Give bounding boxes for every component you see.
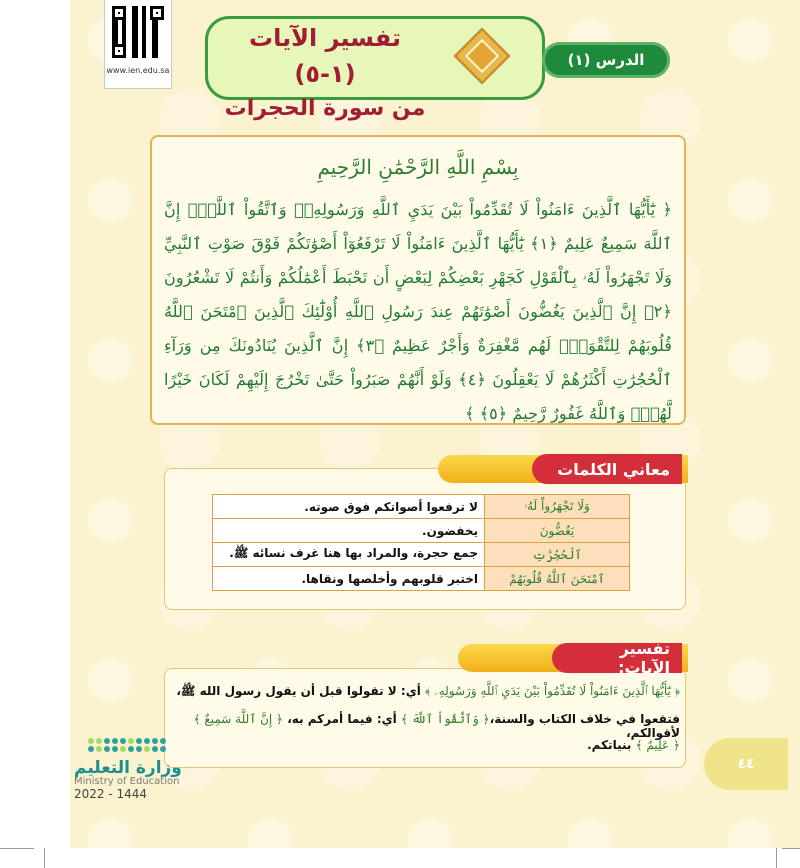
meaning-cell: جمع حجرة، والمراد بها هنا غرف نسائه ﷺ. bbox=[213, 543, 485, 567]
tafsir-text: بنياتكم. bbox=[587, 738, 636, 752]
table-row bbox=[213, 567, 630, 591]
word-meanings-table bbox=[212, 494, 630, 591]
table-row bbox=[213, 495, 630, 519]
qr-code-card[interactable] bbox=[104, 0, 172, 89]
tafsir-line-3 bbox=[172, 738, 680, 752]
lesson-badge: الدرس (١) bbox=[542, 42, 670, 78]
title-line-1: تفسير الآيات (١-٥) bbox=[248, 24, 402, 88]
tafsir-text: أي: لا تقولوا قبل أن يقول رسول الله ﷺ، bbox=[176, 684, 426, 698]
ministry-year: 2022 - 1444 bbox=[74, 787, 148, 801]
ayah-quote: ﴿ يَٰٓأَيُّهَا ٱلَّذِينَ ءَامَنُواْ لَا تُقَدِّمُواْ بَيْنَ يَدَيِ ٱللَّهِ وَرَسُولِهِۦ ﴾ bbox=[425, 684, 680, 698]
ayah-quote: ﴿ وَٱتَّقُواْ ٱللَّهَ ﴾ bbox=[400, 712, 490, 726]
ayah-quote: ﴿ إِنَّ ٱللَّهَ سَمِيعٌ ﴾ bbox=[193, 712, 284, 726]
term-cell: يَغُضُّونَ bbox=[485, 519, 630, 543]
quran-verses: ﴿ يَٰٓأَيُّهَا ٱلَّذِينَ ءَامَنُواْ لَا تُقَدِّمُواْ بَيْنَ يَدَيِ ٱللَّهِ وَرَسُولِهِۦۖ وَٱتَّقُواْ ٱللَّهَۚ إِنَّ ٱللَّهَ سَمِيعٌ عَلِيمٌ ﴿١﴾ يَٰٓأَيُّهَا ٱلَّذِينَ ءَامَنُواْ لَا تَرْفَعُوٓاْ أَصْوَٰتَكُمْ فَوْقَ صَوْتِ ٱلنَّبِيِّ وَلَا تَجْهَرُواْ لَهُۥ بِٱلْقَوْلِ كَجَهْرِ بَعْضِكُمْ لِبَعْضٍ أَن تَحْبَطَ أَعْمَٰلُكُمْ وَأَنتُمْ لَا تَشْعُرُونَ ﴿٢﴾ إِنَّ ٱلَّذِينَ يَغُضُّونَ أَصْوَٰتَهُمْ عِندَ رَسُولِ ٱللَّهِ أُوْلَٰٓئِكَ ٱلَّذِينَ ٱمْتَحَنَ ٱللَّهُ قُلُوبَهُمْ لِلتَّقْوَىٰۚ لَهُم مَّغْفِرَةٌ وَأَجْرٌ عَظِيمٌ ﴿٣﴾ إِنَّ ٱلَّذِينَ يُنَادُونَكَ مِن وَرَآءِ ٱلْحُجُرَٰتِ أَكْثَرُهُمْ لَا يَعْقِلُونَ ﴿٤﴾ وَلَوْ أَنَّهُمْ صَبَرُواْ حَتَّىٰ تَخْرُجَ إِلَيْهِمْ لَكَانَ خَيْرًا لَّهُمْۚ وَٱللَّهُ غَفُورٌ رَّحِيمٌ ﴿٥﴾ ﴾ bbox=[164, 200, 672, 423]
ayah-quote: ﴿ عَلِيمٌ ﴾ bbox=[635, 738, 680, 752]
meaning-cell: لا ترفعوا أصواتكم فوق صوته. bbox=[213, 495, 485, 519]
title-line-2: من سورة الحجرات bbox=[224, 96, 426, 121]
ministry-name-en: Ministry of Education bbox=[74, 776, 180, 787]
term-cell: وَلَا تَجْهَرُواْ لَهُۥ bbox=[485, 495, 630, 519]
tafsir-heading: تفسير الآيات: bbox=[552, 643, 682, 673]
trim-mark bbox=[776, 848, 777, 868]
meaning-cell: اختبر قلوبهم وأخلصها ونقاها. bbox=[213, 567, 485, 591]
meanings-heading: معاني الكلمات bbox=[532, 454, 682, 484]
quran-verses-box bbox=[150, 135, 686, 425]
tafsir-line-2 bbox=[172, 712, 680, 740]
tafsir-text: أي: فيما أمركم به، bbox=[283, 712, 401, 726]
meaning-cell: يخفضون. bbox=[213, 519, 485, 543]
tafsir-text: لأقوالكم، bbox=[626, 726, 680, 740]
ministry-name-ar: وزارة التعليم bbox=[74, 758, 182, 778]
lesson-title bbox=[220, 20, 430, 126]
ministry-dots-icon bbox=[88, 738, 184, 752]
page-number: ٤٤ bbox=[704, 738, 788, 790]
table-row bbox=[213, 543, 630, 567]
qr-code-icon[interactable] bbox=[112, 6, 164, 58]
ministry-logo bbox=[74, 738, 184, 801]
term-cell: ٱلْحُجُرَٰتِ bbox=[485, 543, 630, 567]
term-cell: ٱمْتَحَنَ ٱللَّهُ قُلُوبَهُمْ bbox=[485, 567, 630, 591]
trim-mark bbox=[44, 848, 45, 868]
basmala: بِسْمِ اللَّهِ الرَّحْمَٰنِ الرَّحِيمِ bbox=[317, 155, 519, 179]
trim-mark bbox=[0, 848, 34, 849]
trim-mark bbox=[782, 848, 800, 849]
table-row bbox=[213, 519, 630, 543]
tafsir-line-1 bbox=[172, 684, 680, 701]
qr-url: www.ien.edu.sa bbox=[106, 66, 170, 75]
tafsir-text: فتقعوا في خلاف الكتاب والسنة، bbox=[489, 712, 680, 726]
